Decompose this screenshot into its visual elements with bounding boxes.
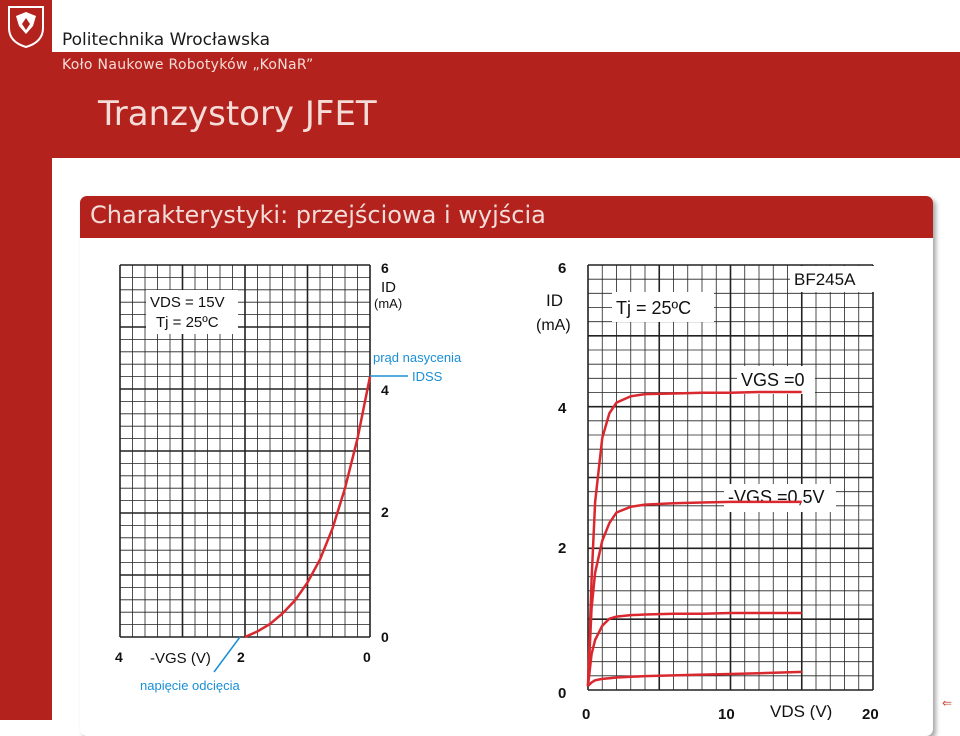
chart-curves	[245, 377, 802, 686]
right-y-tick-6: 6	[558, 260, 567, 277]
right-x-tick-0: 0	[582, 706, 591, 720]
left-y-tick-2: 2	[381, 504, 389, 520]
right-y-tick-4: 4	[558, 400, 567, 417]
left-y-tick-6: 6	[381, 260, 389, 276]
annotation-saturation-current: prąd nasycenia	[373, 350, 462, 365]
left-condition-tj: Tj = 25ºC	[156, 314, 219, 331]
output-curve-0	[588, 392, 802, 686]
slide-title: Tranzystory JFET	[98, 94, 377, 134]
temperature-label: Tj = 25ºC	[616, 298, 692, 318]
navigation-icon[interactable]: ⇐	[942, 696, 953, 710]
left-y-axis-unit: (mA)	[374, 296, 403, 311]
right-chart-grid	[588, 265, 873, 690]
annotation-cutoff-voltage: napięcie odcięcia	[140, 678, 240, 693]
left-condition-vds: VDS = 15V	[150, 294, 225, 311]
left-x-tick-0: 0	[363, 649, 371, 665]
right-y-tick-0: 0	[558, 685, 567, 702]
right-y-axis-label: ID	[546, 291, 563, 310]
model-label: BF245A	[794, 270, 856, 289]
curve-label-vgs-0: VGS =0	[741, 370, 805, 390]
club-name: Koło Naukowe Robotyków „KoNaR”	[62, 57, 314, 73]
institution-name: Politechnika Wrocławska	[62, 30, 270, 50]
left-y-tick-4: 4	[381, 382, 389, 398]
block-title: Charakterystyki: przejściowa i wyjścia	[90, 201, 546, 229]
output-curve-3	[588, 672, 802, 686]
left-y-axis-label: ID	[381, 279, 396, 296]
left-x-tick-4: 4	[115, 649, 123, 665]
annotation-idss: IDSS	[412, 369, 443, 384]
right-y-axis-unit: (mA)	[536, 317, 571, 334]
right-x-axis-label: VDS (V)	[770, 702, 833, 720]
curve-label-vgs-05: -VGS =0,5V	[728, 487, 825, 507]
output-curve-1	[588, 502, 802, 686]
left-x-axis-label: -VGS (V)	[150, 650, 211, 667]
right-x-tick-20: 20	[862, 706, 879, 720]
left-y-tick-0: 0	[381, 629, 389, 645]
right-x-tick-10: 10	[718, 706, 735, 720]
right-y-tick-2: 2	[558, 540, 567, 557]
left-x-tick-2: 2	[237, 649, 245, 665]
